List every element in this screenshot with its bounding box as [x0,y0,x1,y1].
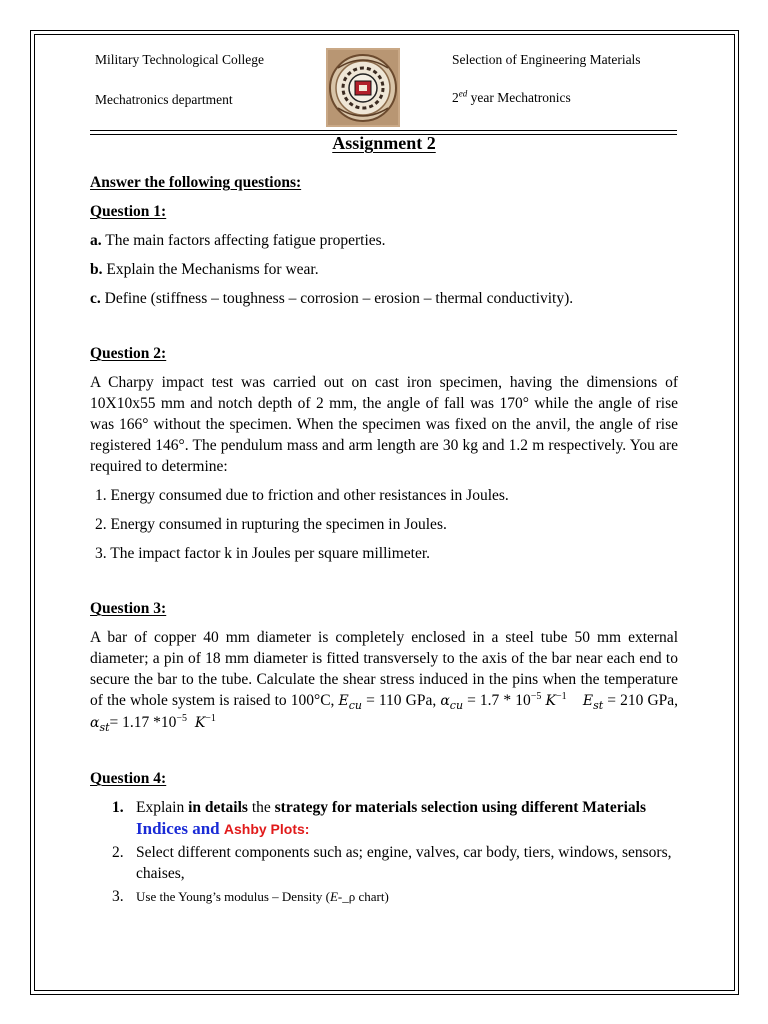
course-name: Selection of Engineering Materials [452,52,641,67]
header-rule [90,130,677,131]
q2-item-2: 2. Energy consumed in rupturing the specimen in Joules. [95,516,447,533]
college-name: Military Technological College [95,52,265,67]
indices-highlight: Indices and [136,819,224,838]
q2-item-3: 3. The impact factor k in Joules per square millimeter. [95,545,431,562]
year-label: $2^{ed}$ year Mechatronics [452,88,571,105]
question-2-heading: Question 2: [90,345,167,362]
q2-paragraph: A Charpy impact test was carried out on cast iron specimen, having the dimensions of 10X10x55 mm and notch depth of 2 mm, the angle of fall was 170° while the angle of rise was 166° without the specimen. When the specimen was fixed on the anvil, the angle of rise registered 146°. The pendulum mass and arm length are 30 kg and 1.2 m respectively. You are required to determine: [90,374,678,475]
q4-item-3: 3. Use the Young’s modulus – Density (E-_ρ chart) [112,888,389,905]
q4-item-1: 1. Explain in details the strategy for materials selection using different Materials Indices and Ashby Plots: [112,799,646,838]
q4-item-2: 2. Select different components such as; engine, valves, car body, tiers, windows, sensors, chaises, [112,844,672,882]
q1-item-a: a. The main factors affecting fatigue properties. [90,232,386,249]
question-4-heading: Question 4: [90,770,167,787]
q1-item-b: b. Explain the Mechanisms for wear. [90,261,319,278]
q1-item-c: c. Define (stiffness – toughness – corrosion – erosion – thermal conductivity). [90,290,574,307]
q3-paragraph: A bar of copper 40 mm diameter is completely enclosed in a steel tube 50 mm external diameter; a pin of 18 mm diameter is fitted transversely to the axis of the bar near each end to secure the bar to the tube. Calculate the shear stress induced in the pins when the temperature of the whole system is raised to 100°C, $E_{cu} = 110$ GPa, $\alpha_{cu} = 1.7 * 10^{-5}$ $K^{-1}$ $E_{st} = 210$ GPa, $\alpha_{st}= 1.17$ $*10^{-5}$ $K^{-1}$ [90,629,679,735]
instruction-heading: Answer the following questions: [90,174,302,191]
page-title: Assignment 2 [332,133,436,153]
ashby-highlight: Ashby Plots: [223,821,310,837]
college-logo [326,48,400,127]
question-3-heading: Question 3: [90,600,167,617]
q2-item-1: 1. Energy consumed due to friction and other resistances in Joules. [95,487,509,504]
question-1-heading: Question 1: [90,203,167,220]
department-name: Mechatronics department [95,92,233,107]
